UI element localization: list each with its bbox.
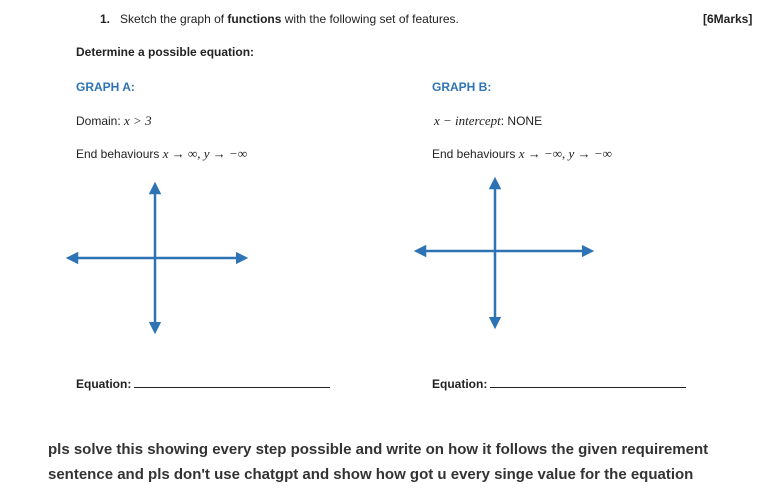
graph-b-end-math: x → −∞, y → −∞ <box>518 146 612 161</box>
graph-a-axes <box>60 180 260 340</box>
graph-b-equation-blank[interactable] <box>490 377 686 388</box>
marks-label: [6Marks] <box>703 12 753 26</box>
graph-b-end-behaviour <box>432 146 612 162</box>
graph-b-end-label: End behaviours <box>432 147 519 161</box>
graph-b-equation <box>432 377 686 391</box>
question-line <box>100 12 459 26</box>
graph-b-axes <box>408 175 598 335</box>
question-text-end: with the following set of features. <box>281 12 459 26</box>
graph-a-end-label: End behaviours <box>76 147 163 161</box>
graph-b-intercept <box>434 113 542 129</box>
note-line-2: sentence and pls don't use chatgpt and show how got u every singe value for the equation <box>48 466 694 483</box>
graph-a-equation-blank[interactable] <box>134 377 330 388</box>
question-text-bold: functions <box>227 12 282 26</box>
graph-a-equation <box>76 377 330 391</box>
question-number: 1. <box>100 12 111 26</box>
graph-a-domain <box>76 113 152 129</box>
note-line-1: pls solve this showing every step possible and write on how it follows the given requirement <box>48 441 709 458</box>
graph-a-end-behaviour <box>76 146 247 162</box>
graph-a-domain-label: Domain: <box>76 114 125 128</box>
graph-b-intercept-suffix: : NONE <box>500 114 543 128</box>
graph-b-heading: GRAPH B: <box>432 80 492 94</box>
graph-b-equation-label: Equation: <box>432 377 488 391</box>
instruction: Determine a possible equation: <box>76 45 255 59</box>
graph-a-heading: GRAPH A: <box>76 80 135 94</box>
graph-a-equation-label: Equation: <box>76 377 132 391</box>
graph-a-domain-math: x > 3 <box>124 113 152 128</box>
question-text-start: Sketch the graph of <box>120 12 228 26</box>
graph-a-end-math: x → ∞, y → −∞ <box>162 146 248 161</box>
graph-b-intercept-math: x − intercept <box>434 113 501 128</box>
